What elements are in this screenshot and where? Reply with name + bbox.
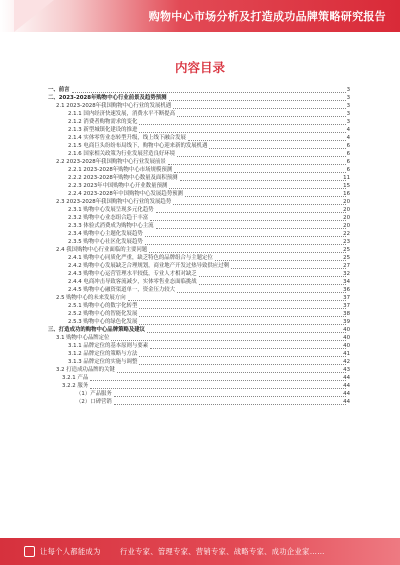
toc-entry-page: 41 <box>343 351 350 357</box>
toc-entry[interactable] <box>0 326 400 334</box>
toc-entry[interactable] <box>0 302 400 310</box>
toc-entry-label: 2.2.2 2023-2028年购物中心数量及面积预测 <box>68 175 178 181</box>
toc-entry[interactable] <box>0 342 400 350</box>
footer-slogan: 行业专家、管理专家、营销专家、战略专家、成功企业家…… <box>120 547 325 556</box>
toc-entry-page: 3 <box>346 111 350 117</box>
toc-entry-label: 3.1.2 品牌定位的策略与方法 <box>68 351 138 357</box>
toc-entry-page: 44 <box>343 383 350 389</box>
toc-entry[interactable] <box>0 374 400 382</box>
toc-entry[interactable] <box>0 142 400 150</box>
toc-entry-label: 3.2.1 产品 <box>62 375 89 381</box>
toc-entry-label: 2.3.4 购物中心主题化发展趋势 <box>68 231 143 237</box>
toc-entry-label: 2.4.1 购物中心同质化严重，缺乏特色的品牌组合与主题定位 <box>68 255 213 261</box>
toc-entry-label: 2.1.5 电商巨头纷纷布局线下，购物中心迎来新的发展机遇 <box>68 143 208 149</box>
toc-entry-label: 2.2 2023-2028年我国购物中心行业发展前景 <box>56 159 166 165</box>
toc-entry-label: 2.2.4 2023-2028年中国购物中心发展趋势预测 <box>68 191 183 197</box>
toc-entry-page: 38 <box>343 311 350 317</box>
toc-entry-label: 2.3 2023-2028年我国购物中心行业的发展趋势 <box>56 199 172 205</box>
toc-leader-dots <box>185 196 346 197</box>
toc-entry-label: 2.1.3 新型城镇化建设的推进 <box>68 127 138 133</box>
table-of-contents <box>0 86 400 406</box>
toc-leader-dots <box>72 92 346 93</box>
toc-entry[interactable] <box>0 390 400 398</box>
toc-leader-dots <box>169 188 346 189</box>
toc-entry-label: 2.4.5 购物中心融资渠道单一，资金压力较大 <box>68 287 176 293</box>
toc-entry-page: 40 <box>343 335 350 341</box>
toc-entry[interactable] <box>0 230 400 238</box>
toc-entry[interactable] <box>0 246 400 254</box>
toc-entry[interactable] <box>0 366 400 374</box>
toc-leader-dots <box>156 228 346 229</box>
toc-entry[interactable] <box>0 358 400 366</box>
report-title: 购物中心市场分析及打造成功品牌策略研究报告 <box>148 10 386 23</box>
toc-entry-label: 2.3.2 购物中心业态组合趋于丰富 <box>68 215 149 221</box>
toc-leader-dots <box>177 116 346 117</box>
toc-leader-dots <box>145 244 346 245</box>
toc-leader-dots <box>150 220 346 221</box>
logo-icon <box>24 546 35 557</box>
toc-entry-page: 15 <box>343 183 350 189</box>
toc-entry[interactable] <box>0 350 400 358</box>
toc-entry-page: 6 <box>346 159 350 165</box>
toc-entry-page: 32 <box>343 271 350 277</box>
toc-entry[interactable] <box>0 150 400 158</box>
toc-entry-label: 3.2 打造成功品牌的关键 <box>56 367 115 373</box>
toc-leader-dots <box>177 156 346 157</box>
toc-entry[interactable] <box>0 398 400 406</box>
toc-entry-label: 三、打造成功的购物中心品牌策略及建议 <box>48 327 146 333</box>
toc-leader-dots <box>139 308 346 309</box>
toc-leader-dots <box>139 364 346 365</box>
toc-leader-dots <box>147 332 346 333</box>
toc-entry-label: 3.1 购物中心品牌定位 <box>56 335 110 341</box>
toc-leader-dots <box>150 348 346 349</box>
toc-entry-page: 25 <box>343 247 350 253</box>
toc-entry-label: 3.1.1 品牌定位的基本原则与要素 <box>68 343 149 349</box>
toc-leader-dots <box>128 300 346 301</box>
toc-entry-label: （2）口碑营销 <box>76 399 112 405</box>
toc-entry-label: 2.4.4 电商冲击导致客流减少，实体零售业态面临挑战 <box>68 279 197 285</box>
page-header <box>0 0 400 36</box>
toc-entry[interactable] <box>0 270 400 278</box>
toc-leader-dots <box>156 212 346 213</box>
toc-leader-dots <box>145 236 346 237</box>
toc-leader-dots <box>139 124 346 125</box>
toc-entry[interactable] <box>0 206 400 214</box>
toc-entry-page: 3 <box>346 103 350 109</box>
toc-entry[interactable] <box>0 262 400 270</box>
toc-entry-page: 4 <box>346 135 350 141</box>
toc-entry-label: 2.4.2 购物中心发展缺乏合理规划，商业地产开发过热导致供应过剩 <box>68 263 229 269</box>
toc-entry-page: 44 <box>343 399 350 405</box>
toc-entry[interactable] <box>0 134 400 142</box>
toc-entry-page: 43 <box>343 367 350 373</box>
toc-leader-dots <box>114 404 346 405</box>
toc-entry[interactable] <box>0 190 400 198</box>
toc-entry-label: 2.3.5 购物中心社区化发展趋势 <box>68 239 143 245</box>
toc-entry-label: 2.5 购物中心的未来发展方向 <box>56 295 126 301</box>
toc-entry[interactable] <box>0 310 400 318</box>
toc-entry-label: 2.5.2 购物中心的智能化发展 <box>68 311 138 317</box>
toc-entry-label: 2.4 我国购物中心行业面临的主要问题 <box>56 247 148 253</box>
toc-entry[interactable] <box>0 126 400 134</box>
toc-entry-page: 20 <box>343 199 350 205</box>
toc-entry-page: 39 <box>343 319 350 325</box>
toc-entry-label: 2.5.3 购物中心的绿色化发展 <box>68 319 138 325</box>
toc-entry[interactable] <box>0 118 400 126</box>
toc-leader-dots <box>169 100 347 101</box>
toc-entry[interactable] <box>0 278 400 286</box>
toc-heading: 内容目录 <box>174 60 225 75</box>
toc-entry-page: 23 <box>343 239 350 245</box>
toc-leader-dots <box>139 316 346 317</box>
toc-entry[interactable] <box>0 110 400 118</box>
toc-leader-dots <box>139 356 346 357</box>
toc-leader-dots <box>139 132 346 133</box>
header-decoration <box>14 0 54 32</box>
toc-entry-label: 2.2.1 2023-2028年购物中心市场规模预测 <box>68 167 173 173</box>
toc-leader-dots <box>139 324 346 325</box>
toc-entry-label: 2.3.1 购物中心发展呈现多元化趋势 <box>68 207 154 213</box>
toc-entry-page: 3 <box>346 95 350 101</box>
toc-entry-label: 一、前言 <box>48 87 70 93</box>
toc-entry[interactable] <box>0 334 400 342</box>
toc-entry-label: 2.4.3 购物中心运营管理水平较低，专业人才相对缺乏 <box>68 271 197 277</box>
toc-leader-dots <box>199 276 346 277</box>
toc-entry[interactable] <box>0 294 400 302</box>
toc-leader-dots <box>168 164 346 165</box>
toc-entry[interactable] <box>0 222 400 230</box>
toc-entry[interactable] <box>0 382 400 390</box>
toc-entry-page: 20 <box>343 207 350 213</box>
toc-entry-page: 16 <box>343 191 350 197</box>
page-footer <box>0 538 400 565</box>
toc-entry-label: 2.3.3 体验式消费成为购物中心主流 <box>68 223 154 229</box>
toc-leader-dots <box>117 372 346 373</box>
toc-leader-dots <box>180 180 347 181</box>
toc-entry-page: 4 <box>346 127 350 133</box>
toc-entry-page: 6 <box>346 151 350 157</box>
toc-entry[interactable] <box>0 238 400 246</box>
footer-text: 让每个人都能成为 <box>40 547 101 556</box>
toc-entry-page: 20 <box>343 223 350 229</box>
toc-entry-label: 2.1 2023-2028年我国购物中心行业的发展机遇 <box>56 103 172 109</box>
toc-leader-dots <box>114 396 346 397</box>
toc-entry-page: 20 <box>343 215 350 221</box>
toc-entry-page: 36 <box>343 287 350 293</box>
toc-entry[interactable] <box>0 254 400 262</box>
toc-entry-page: 37 <box>343 295 350 301</box>
toc-leader-dots <box>111 340 346 341</box>
toc-entry[interactable] <box>0 198 400 206</box>
toc-leader-dots <box>231 268 346 269</box>
toc-entry[interactable] <box>0 94 400 102</box>
toc-entry-label: 3.2.2 服务 <box>62 383 89 389</box>
toc-entry-page: 3 <box>346 119 350 125</box>
toc-leader-dots <box>174 172 346 173</box>
toc-entry-page: 6 <box>346 167 350 173</box>
toc-leader-dots <box>149 252 346 253</box>
toc-entry-page: 6 <box>346 143 350 149</box>
toc-entry-label: 2.1.4 实体零售业态转型升级，线上线下融合发展 <box>68 135 186 141</box>
toc-entry-page: 3 <box>346 87 350 93</box>
toc-entry-page: 22 <box>343 231 350 237</box>
toc-leader-dots <box>173 204 346 205</box>
toc-entry-page: 42 <box>343 359 350 365</box>
toc-leader-dots <box>188 140 346 141</box>
toc-entry-page: 40 <box>343 343 350 349</box>
toc-entry[interactable] <box>0 182 400 190</box>
toc-entry-page: 44 <box>343 391 350 397</box>
toc-entry-label: 二、2023-2028年购物中心行业前景及趋势预测 <box>48 95 167 101</box>
toc-entry[interactable] <box>0 214 400 222</box>
toc-entry-label: 2.5.1 购物中心的数字化转型 <box>68 303 138 309</box>
toc-entry-label: （1）产品服务 <box>76 391 112 397</box>
toc-entry[interactable] <box>0 86 400 94</box>
toc-leader-dots <box>177 292 346 293</box>
toc-entry-page: 11 <box>343 175 350 181</box>
toc-entry-label: 2.1.1 国内经济快速发展，消费水平不断提高 <box>68 111 176 117</box>
toc-entry[interactable] <box>0 166 400 174</box>
toc-leader-dots <box>199 284 346 285</box>
toc-entry-page: 40 <box>343 327 350 333</box>
toc-leader-dots <box>90 388 346 389</box>
toc-entry[interactable] <box>0 318 400 326</box>
toc-leader-dots <box>90 380 346 381</box>
toc-entry-label: 2.1.2 消费者购物需求的变化 <box>68 119 138 125</box>
toc-entry-page: 34 <box>343 279 350 285</box>
toc-entry-label: 3.1.3 品牌定位的实施与调整 <box>68 359 138 365</box>
toc-entry[interactable] <box>0 102 400 110</box>
toc-entry[interactable] <box>0 286 400 294</box>
toc-entry[interactable] <box>0 174 400 182</box>
toc-leader-dots <box>215 260 346 261</box>
toc-entry-label: 2.2.3 2023年中国购物中心开业数量预测 <box>68 183 168 189</box>
toc-entry-page: 27 <box>343 263 350 269</box>
toc-entry-page: 44 <box>343 375 350 381</box>
toc-entry-label: 2.1.6 国家相关政策为行业发展营造良好环境 <box>68 151 176 157</box>
toc-entry-page: 25 <box>343 255 350 261</box>
toc-leader-dots <box>173 108 346 109</box>
toc-leader-dots <box>209 148 346 149</box>
toc-entry[interactable] <box>0 158 400 166</box>
toc-entry-page: 37 <box>343 303 350 309</box>
